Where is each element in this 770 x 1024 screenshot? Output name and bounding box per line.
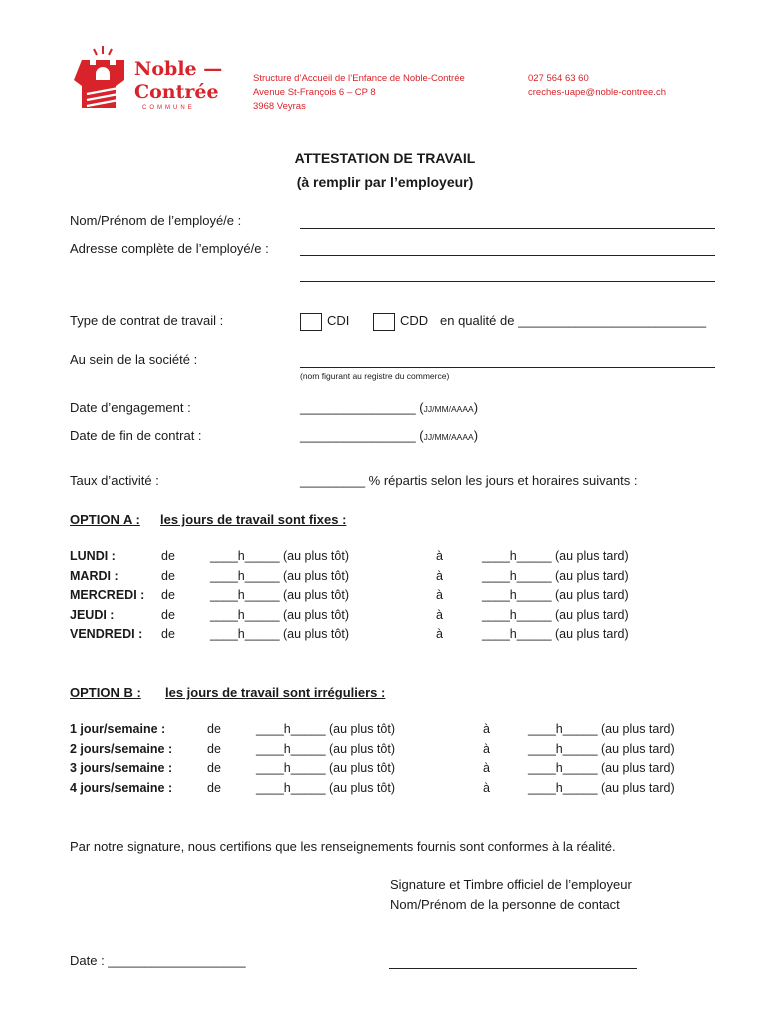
name-field[interactable] [300, 228, 715, 229]
option-a-de: de [161, 588, 175, 602]
option-b-from-field[interactable]: ____h_____ (au plus tôt) [256, 741, 395, 756]
certify-text: Par notre signature, nous certifions que les renseignements fournis sont conformes à la réalité. [70, 839, 616, 854]
option-b-a: à [483, 761, 490, 775]
start-date-blank: ________________ ( [300, 400, 424, 415]
address-field-1[interactable] [300, 255, 715, 256]
company-note: (nom figurant au registre du commerce) [300, 371, 450, 381]
option-a-de: de [161, 607, 175, 622]
option-b-a: à [483, 741, 490, 756]
header-address1: Avenue St-François 6 – CP 8 [253, 87, 376, 98]
option-a-de: de [161, 568, 175, 583]
option-a-day-label: MERCREDI : [70, 588, 145, 602]
option-b-a: à [483, 780, 490, 795]
start-date-format: JJ/MM/AAAA [423, 404, 474, 414]
logo [70, 44, 230, 116]
option-a-from-field[interactable]: ____h_____ (au plus tôt) [210, 607, 349, 622]
option-b-row-label: 3 jours/semaine : [70, 761, 173, 775]
option-b-de: de [207, 722, 221, 736]
option-a-to-field[interactable]: ____h_____ (au plus tard) [482, 627, 629, 641]
header-address2: 3968 Veyras [253, 101, 306, 112]
end-date-close: ) [473, 428, 479, 443]
option-b-label: OPTION B : [70, 685, 141, 700]
cdd-checkbox[interactable] [373, 313, 395, 331]
contract-label: Type de contrat de travail : [70, 313, 224, 328]
end-date-format: JJ/MM/AAAA [423, 432, 474, 442]
option-a-to-field[interactable]: ____h_____ (au plus tard) [482, 588, 629, 602]
contact-name-title: Nom/Prénom de la personne de contact [390, 897, 620, 912]
option-a-day-label: MARDI : [70, 568, 119, 583]
header-email: creches-uape@noble-contree.ch [528, 87, 666, 98]
logo-sub: COMMUNE [142, 105, 195, 111]
quality-field[interactable]: en qualité de __________________________ [440, 313, 707, 328]
page-subtitle: (à remplir par l’employeur) [296, 174, 474, 190]
option-b-to-field[interactable]: ____h_____ (au plus tard) [528, 722, 675, 736]
option-a-title: les jours de travail sont fixes : [160, 512, 347, 527]
option-b-a: à [483, 722, 490, 736]
header-org: Structure d’Accueil de l’Enfance de Noble-Contrée [253, 73, 465, 84]
option-a-from-field[interactable]: ____h_____ (au plus tôt) [210, 549, 349, 563]
option-a-a: à [436, 588, 443, 602]
option-b-row-label: 4 jours/semaine : [70, 780, 173, 795]
option-b-de: de [207, 741, 221, 756]
cdi-label: CDI [327, 313, 350, 328]
option-b-row-label: 2 jours/semaine : [70, 741, 173, 756]
castle-logo-icon [74, 44, 132, 116]
option-b-de: de [207, 780, 221, 795]
option-a-from-field[interactable]: ____h_____ (au plus tôt) [210, 588, 349, 602]
option-a-label: OPTION A : [70, 512, 140, 527]
option-a-day-label: LUNDI : [70, 549, 116, 563]
option-b-from-field[interactable]: ____h_____ (au plus tôt) [256, 722, 395, 736]
option-a-a: à [436, 607, 443, 622]
date-field[interactable]: Date : ___________________ [70, 953, 246, 968]
logo-line1: Noble — [134, 58, 223, 80]
option-a-de: de [161, 549, 175, 563]
option-a-a: à [436, 568, 443, 583]
option-b-title: les jours de travail sont irréguliers : [165, 685, 386, 700]
start-date-close: ) [473, 400, 479, 415]
option-b-row-label: 1 jour/semaine : [70, 722, 166, 736]
option-a-day-label: VENDREDI : [70, 627, 143, 641]
option-b-from-field[interactable]: ____h_____ (au plus tôt) [256, 780, 395, 795]
option-b-from-field[interactable]: ____h_____ (au plus tôt) [256, 761, 395, 775]
page-title: ATTESTATION DE TRAVAIL [294, 150, 476, 166]
rate-field[interactable]: _________ % répartis selon les jours et horaires suivants : [300, 473, 638, 488]
logo-line2: Contrée [134, 81, 219, 103]
option-b-to-field[interactable]: ____h_____ (au plus tard) [528, 741, 675, 756]
option-a-to-field[interactable]: ____h_____ (au plus tard) [482, 607, 629, 622]
address-field-2[interactable] [300, 281, 715, 282]
end-date-blank: ________________ ( [300, 428, 424, 443]
option-a-to-field[interactable]: ____h_____ (au plus tard) [482, 568, 629, 583]
header-phone: 027 564 63 60 [528, 73, 589, 84]
option-a-a: à [436, 549, 443, 563]
cdd-label: CDD [400, 313, 429, 328]
signature-title: Signature et Timbre officiel de l’employeur [390, 877, 632, 892]
start-date-field[interactable] [300, 400, 478, 415]
option-b-de: de [207, 761, 221, 775]
option-b-to-field[interactable]: ____h_____ (au plus tard) [528, 780, 675, 795]
end-date-label: Date de fin de contrat : [70, 428, 202, 443]
option-a-day-label: JEUDI : [70, 607, 115, 622]
name-label: Nom/Prénom de l’employé/e : [70, 213, 242, 228]
option-a-from-field[interactable]: ____h_____ (au plus tôt) [210, 627, 349, 641]
start-date-label: Date d’engagement : [70, 400, 191, 415]
company-label: Au sein de la société : [70, 352, 198, 367]
option-b-to-field[interactable]: ____h_____ (au plus tard) [528, 761, 675, 775]
address-label: Adresse complète de l’employé/e : [70, 241, 269, 256]
cdi-checkbox[interactable] [300, 313, 322, 331]
option-a-a: à [436, 627, 443, 641]
option-a-from-field[interactable]: ____h_____ (au plus tôt) [210, 568, 349, 583]
option-a-to-field[interactable]: ____h_____ (au plus tard) [482, 549, 629, 563]
rate-label: Taux d’activité : [70, 473, 159, 488]
signature-line[interactable] [389, 968, 637, 969]
option-a-de: de [161, 627, 175, 641]
company-field[interactable] [300, 367, 715, 368]
end-date-field[interactable] [300, 428, 478, 443]
